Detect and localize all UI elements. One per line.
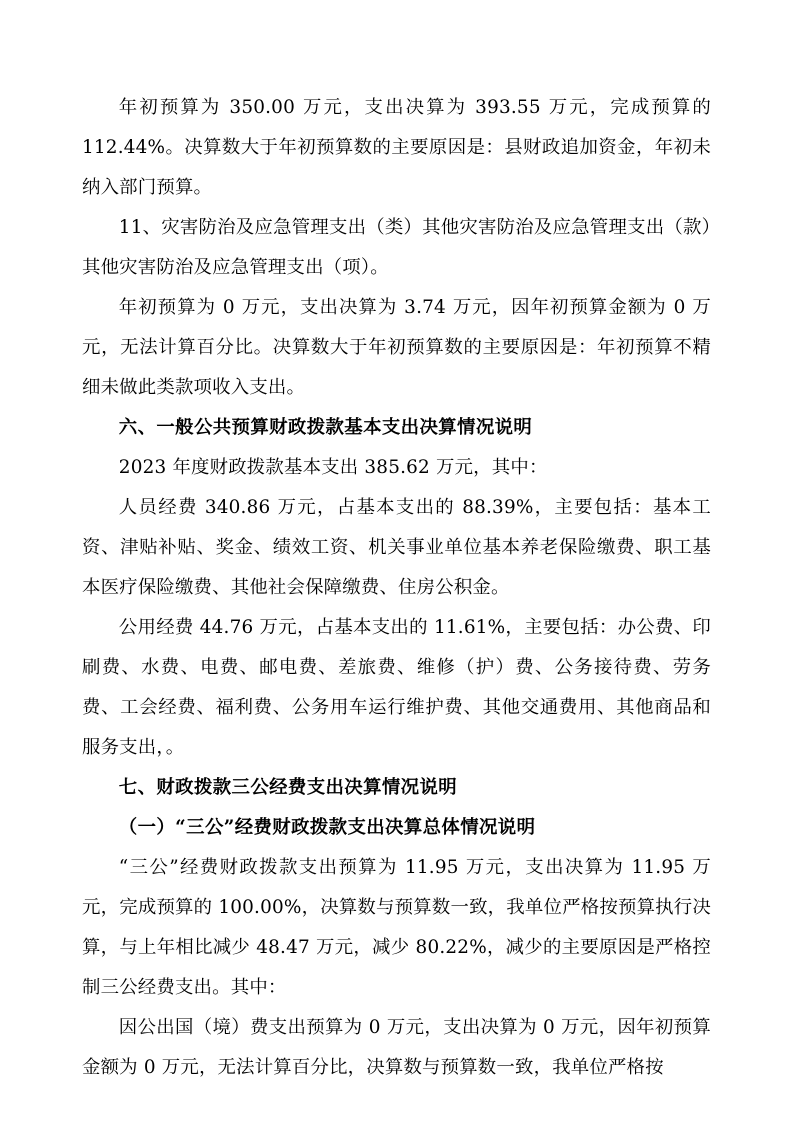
paragraph-public-expenses: 公用经费 44.76 万元，占基本支出的 11.61%，主要包括：办公费、印刷费、水费、电费、邮电费、差旅费、维修（护）费、公务接待费、劳务费、工会经费、福利费、公务用车运行维护费、其他交通费用、其他商品和服务支出，。 (82, 617, 711, 758)
paragraph-three-public-overall: “三公”经费财政拨款支出预算为 11.95 万元，支出决算为 11.95 万元，完成预算的 100.00%，决算数与预算数一致，我单位严格按预算执行决算，与上年相比减少 48.47 万元，减少 80.22%，减少的主要原因是严格控制三公经费支出。其中： (82, 857, 711, 998)
paragraph-personnel-expenses: 人员经费 340.86 万元，占基本支出的 88.39%，主要包括：基本工资、津贴补贴、奖金、绩效工资、机关事业单位基本养老保险缴费、职工基本医疗保险缴费、其他社会保障缴费、住房公积金。 (82, 497, 711, 598)
heading-subsection-one: （一）“三公”经费财政拨款支出决算总体情况说明 (118, 817, 536, 838)
paragraph-budget-zero: 年初预算为 0 万元，支出决算为 3.74 万元，因年初预算金额为 0 万元，无法计算百分比。决算数大于年初预算数的主要原因是：年初预算不精细未做此类款项收入支出。 (82, 297, 711, 398)
heading-section-six: 六、一般公共预算财政拨款基本支出决算情况说明 (118, 417, 533, 438)
paragraph-basic-expenditure-total: 2023 年度财政拨款基本支出 385.62 万元，其中： (118, 457, 548, 478)
paragraph-budget-350: 年初预算为 350.00 万元，支出决算为 393.55 万元，完成预算的 112.44%。决算数大于年初预算数的主要原因是：县财政追加资金，年初未纳入部门预算。 (82, 97, 711, 198)
paragraph-overseas-travel: 因公出国（境）费支出预算为 0 万元，支出决算为 0 万元，因年初预算金额为 0 万元，无法计算百分比，决算数与预算数一致，我单位严格按 (82, 1017, 711, 1078)
paragraph-item-11: 11、灾害防治及应急管理支出（类）其他灾害防治及应急管理支出（款）其他灾害防治及应急管理支出（项）。 (82, 217, 711, 278)
heading-section-seven: 七、财政拨款三公经费支出决算情况说明 (118, 777, 458, 798)
document-body (82, 88, 711, 1088)
